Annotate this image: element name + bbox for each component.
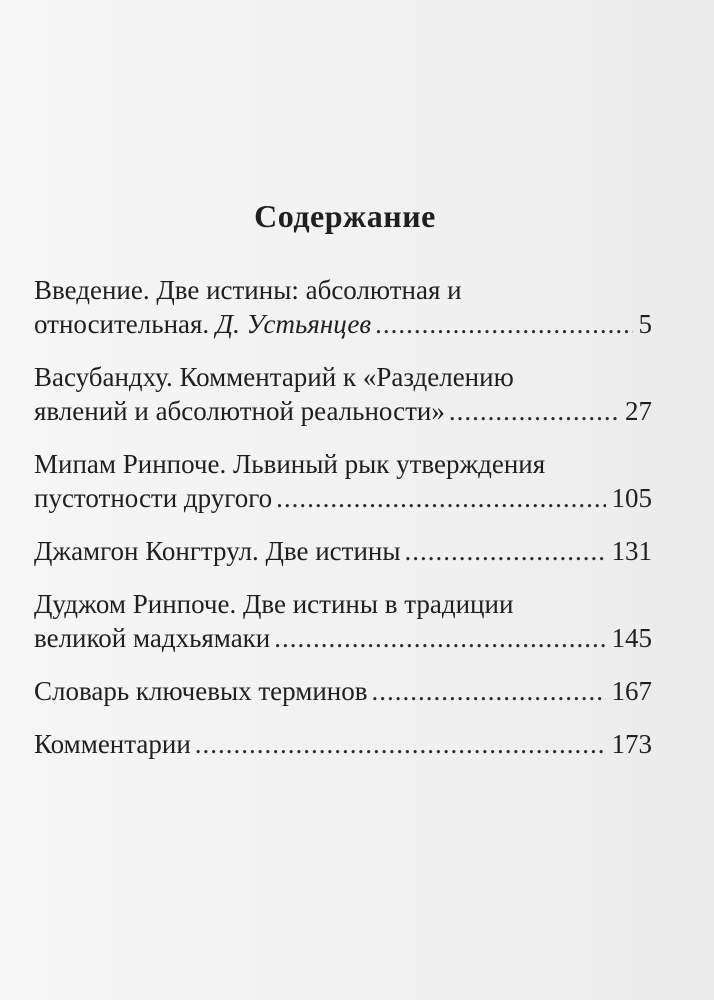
- toc-page-number: 145: [611, 623, 652, 653]
- toc-entry-comments[interactable]: [34, 727, 652, 761]
- toc-entry-mipham[interactable]: [34, 447, 652, 515]
- toc-page-number: 27: [625, 396, 652, 426]
- toc-entry-text: Васубандху. Комментарий к «Разделению: [34, 362, 514, 392]
- toc-entry-text: Дуджом Ринпоче. Две истины в традиции: [34, 589, 514, 619]
- toc-page-number: 173: [611, 729, 652, 759]
- toc-entry-text: явлений и абсолютной реальности»: [34, 396, 445, 426]
- toc-page-number: 131: [611, 536, 652, 566]
- toc-page-number: 105: [611, 483, 652, 513]
- dot-leader: [405, 534, 606, 568]
- toc-entry-text: Джамгон Конгтрул. Две истины: [34, 536, 401, 566]
- toc-entry-kongtrul[interactable]: [34, 534, 652, 568]
- toc-entry-author: Д. Устьянцев: [215, 309, 372, 339]
- dot-leader: [449, 394, 619, 428]
- toc-entry-vasubandhu[interactable]: [34, 360, 652, 428]
- toc-entry-text: Мипам Ринпоче. Львиный рык утверждения: [34, 449, 546, 479]
- toc-title: Содержание: [254, 198, 436, 234]
- table-of-contents: [34, 273, 652, 780]
- toc-entry-text: Комментарии: [34, 729, 191, 759]
- dot-leader: [195, 727, 606, 761]
- toc-entry-dudjom[interactable]: [34, 587, 652, 655]
- toc-entry-text: Введение. Две истины: абсолютная и: [34, 275, 462, 305]
- toc-page-number: 5: [638, 309, 652, 339]
- dot-leader: [375, 307, 632, 341]
- dot-leader: [274, 621, 605, 655]
- toc-entry-text: великой мадхьямаки: [34, 623, 271, 653]
- toc-entry-text: пустотности другого: [34, 483, 273, 513]
- toc-page-number: 167: [611, 676, 652, 706]
- dot-leader: [371, 674, 605, 708]
- toc-entry-text: Словарь ключевых терминов: [34, 676, 368, 706]
- toc-entry-glossary[interactable]: [34, 674, 652, 708]
- dot-leader: [276, 481, 605, 515]
- toc-entry-introduction[interactable]: [34, 273, 652, 341]
- toc-entry-text: относительная. Д. Устьянцев: [34, 309, 372, 339]
